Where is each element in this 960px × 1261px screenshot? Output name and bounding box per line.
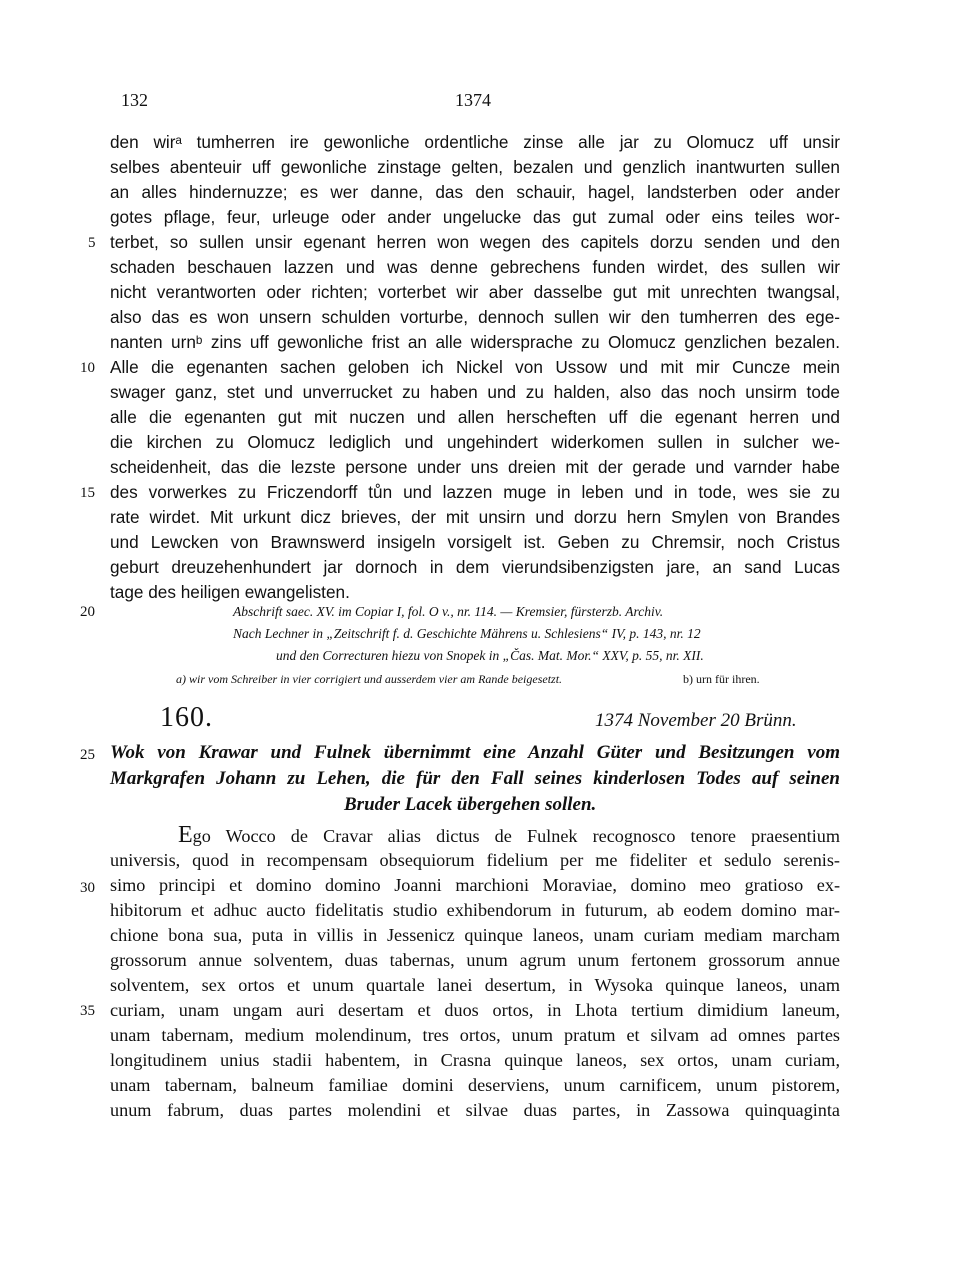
line-number: 35 (80, 1003, 95, 1019)
body-line: Alle die egenanten sachen geloben ich Nickel von Ussow und mit mir Cuncze mein (110, 357, 840, 377)
latin-line: curiam, unam ungam auri desertam et duos ortos, in Lhota tertium dimidium laneum, (110, 1000, 840, 1020)
body-line: schaden beschauen lazzen und was denne gebrechens funden wirdet, des sullen wir (110, 257, 840, 277)
line-number: 25 (80, 747, 95, 763)
regest-line: Bruder Lacek übergehen sollen. (344, 794, 597, 815)
body-line: des vorwerkes zu Friczendorff tůn und lazzen muge in leben und in tode, wes sie zu (110, 482, 840, 502)
source-note-line: Abschrift saec. XV. im Copiar I, fol. O v., nr. 114. — Kremsier, fürsterzb. Archiv. (233, 604, 664, 619)
page-number: 132 (121, 90, 148, 110)
latin-line: unum fabrum, duas partes molendini et silvae duas partes, in Zassowa quinquaginta (110, 1100, 840, 1120)
source-note-line: und den Correcturen hiezu von Snopek in „Čas. Mat. Mor.“ XXV, p. 55, nr. XII. (276, 648, 704, 663)
line-number: 30 (80, 880, 95, 896)
latin-line: unam tabernam, balneum familiae domini deserviens, unum carnificem, unum pistorem, (110, 1075, 840, 1095)
latin-line: solventem, sex ortos et unum quartale lanei desertum, in Wysoka quinque laneos, unam (110, 975, 840, 995)
latin-line: longitudinem unius stadii habentem, in Crasna quinque laneos, sex ortos, unam curiam, (110, 1050, 840, 1070)
body-line: geburt dreuzehenhundert jar dornoch in dem vierundsibenzigsten jare, an sand Lucas (110, 557, 840, 577)
body-line: nanten urnᵇ zins uff gewonliche frist an alle widersprache zu Olomucz genzlichen bezalen. (110, 332, 840, 352)
body-line: die kirchen zu Olomucz lediglich und ungehindert widerkomen sullen in sulcher we- (110, 432, 840, 452)
drop-cap: E (178, 822, 193, 848)
body-line: gotes pflage, feur, urleuge oder ander ungelucke das gut zumal oder eins teiles wor- (110, 207, 840, 227)
body-line: den wirᵃ tumherren ire gewonliche ordentliche zinse alle jar zu Olomucz uff unsir (110, 132, 840, 152)
body-line: tage des heiligen ewangelisten. (110, 582, 350, 602)
body-line: scheidenheit, das die lezste persone under uns dreien mit der gerade und varnder habe (110, 457, 840, 477)
line-number: 10 (80, 360, 95, 376)
latin-line: simo principi et domino domino Joanni marchioni Moraviae, domino meo gratioso ex- (110, 875, 840, 895)
latin-line: universis, quod in recompensam obsequiorum fidelium per me fideliter et sedulo serenis- (110, 850, 840, 870)
body-line: terbet, so sullen unsir egenant herren won wegen des capitels dorzu senden und den (110, 232, 840, 252)
latin-first-line (178, 823, 840, 848)
body-line: selbes abenteuir uff gewonliche zinstage gelten, bezalen und genzlich inantwurten sullen (110, 157, 840, 177)
line-number: 5 (88, 235, 96, 251)
footnote-a: a) wir vom Schreiber in vier corrigiert und ausserdem vier am Rande beigesetzt. (176, 672, 563, 686)
body-line: rate wirdet. Mit urkunt dicz brieves, der mit unsirn und dorzu hern Smylen von Brandes (110, 507, 840, 527)
line-number: 15 (80, 485, 95, 501)
latin-line: hibitorum et adhuc aucto fidelitatis studio exhibendorum in futurum, ab eodem domino mar- (110, 900, 840, 920)
footnote-b: b) urn für ihren. (683, 672, 760, 686)
regest-line: Markgrafen Johann zu Lehen, die für den Fall seines kinderlosen Todes auf seinen (110, 768, 840, 789)
body-line: alle die egenanten gut mit nuczen und allen herscheften uff die egenant herren und (110, 407, 840, 427)
body-line: nicht verantworten oder richten; vorterbet wir aber dasselbe gut mit unrechten twangsal, (110, 282, 840, 302)
body-line: an alles hindernuzze; es wer danne, das den schauir, hagel, landsterben oder ander (110, 182, 840, 202)
running-header-year: 1374 (455, 90, 491, 110)
latin-line: unam tabernam, medium molendinum, tres ortos, unum pratum et silvam ad omnes partes (110, 1025, 840, 1045)
line-number: 20 (80, 604, 95, 620)
body-line: also das es won unsern schulden vorturbe, dennoch sullen wir den tumherren des ege- (110, 307, 840, 327)
regest-line: Wok von Krawar und Fulnek übernimmt eine Anzahl Güter und Besitzungen vom (110, 742, 840, 763)
latin-line: grossorum annue solventem, duas tabernas, unum agrum unum fertonem grossorum annue (110, 950, 840, 970)
latin-first-rest: go Wocco de Cravar alias dictus de Fulnek recognosco tenore praesentium (192, 826, 840, 846)
source-note-line: Nach Lechner in „Zeitschrift f. d. Geschichte Mährens u. Schlesiens“ IV, p. 143, nr. 12 (233, 626, 701, 641)
body-line: swager ganz, stet und unverrucket zu haben und zu halden, also das noch unsirm tode (110, 382, 840, 402)
document-date: 1374 November 20 Brünn. (595, 710, 797, 731)
document-number: 160. (160, 702, 213, 733)
body-line: und Lewcken von Brawnswerd insigeln vorsigelt ist. Geben zu Chremsir, noch Cristus (110, 532, 840, 552)
latin-line: chione bona sua, puta in villis in Jessenicz quinque laneos, unam curiam mediam marcham (110, 925, 840, 945)
